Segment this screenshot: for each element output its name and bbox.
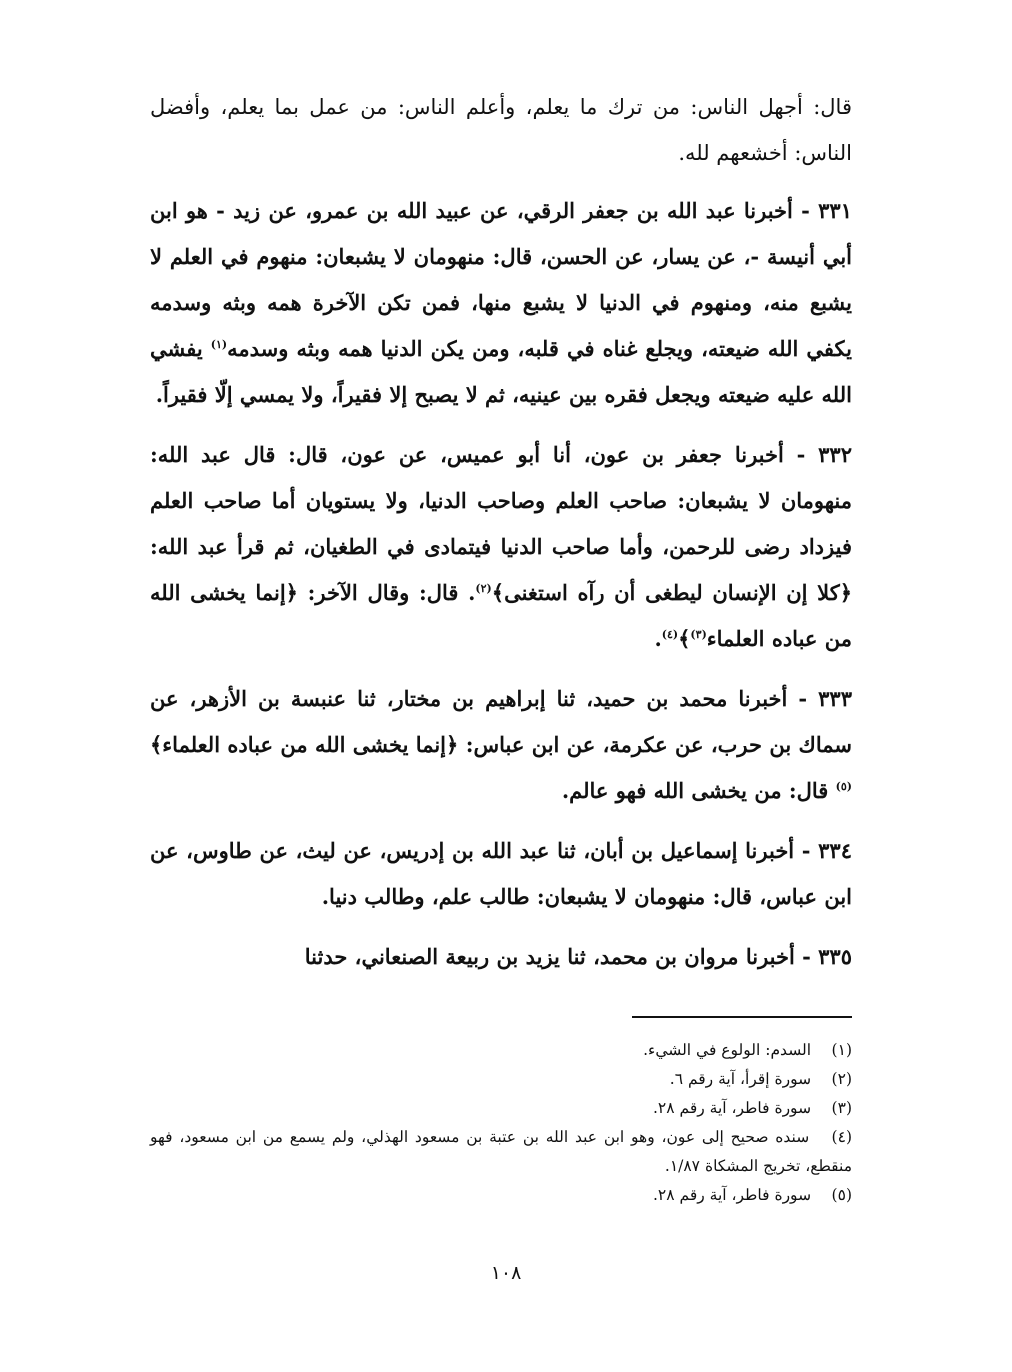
footnote-ref-1: (١) xyxy=(210,338,228,351)
footnote-text: سورة فاطر، آية رقم ٢٨. xyxy=(652,1099,812,1117)
hadith-333-text-1: ٣٣٣ - أخبرنا محمد بن حميد، ثنا إبراهيم بن مختار، ثنا عنبسة بن الأزهر، عن سماك بن حرب، عن عكرمة، عن ابن عباس: ﴿إنما يخشى الله من عباده العلماء﴾ xyxy=(150,686,852,757)
footnote-ref-3: (٣) xyxy=(690,628,707,641)
footnote-3 xyxy=(150,1094,852,1123)
hadith-334-text: ٣٣٤ - أخبرنا إسماعيل بن أبان، ثنا عبد الله بن إدريس، عن ليث، عن طاوس، عن ابن عباس، قال: منهومان لا يشبعان: طالب علم، وطالب دنيا. xyxy=(150,838,852,909)
footnote-text: سنده صحيح إلى عون، وهو ابن عبد الله بن عتبة بن مسعود الهذلي، ولم يسمع من ابن مسعود، فهو منقطع، تخريج المشكاة ١/٨٧. xyxy=(150,1128,852,1175)
footnote-1 xyxy=(150,1036,852,1065)
footnotes-section xyxy=(150,1036,852,1210)
hadith-332-text-3: ﴾ xyxy=(678,626,691,651)
hadith-331 xyxy=(150,188,852,418)
hadith-335 xyxy=(150,934,852,980)
footnote-2 xyxy=(150,1065,852,1094)
hadith-335-text: ٣٣٥ - أخبرنا مروان بن محمد، ثنا يزيد بن ربيعة الصنعاني، حدثنا xyxy=(304,944,852,969)
footnote-text: سورة إقرأ، آية رقم ٦. xyxy=(669,1070,812,1088)
footnote-number: (٤) xyxy=(831,1128,852,1146)
hadith-331-text-1: ٣٣١ - أخبرنا عبد الله بن جعفر الرقي، عن عبيد الله بن عمرو، عن زيد - هو ابن أبي أنيسة -، عن يسار، عن الحسن، قال: منهومان لا يشبعان: منهوم في العلم لا يشبع منه، ومنهوم في الدنيا لا يشبع منها، فمن تكن الآخرة همه وبثه وسدمه يكفي الله ضيعته، ويجلع غناه في قلبه، ومن يكن الدنيا همه وبثه وسدمه xyxy=(150,198,852,361)
footnote-5 xyxy=(150,1181,852,1210)
main-text xyxy=(150,84,852,994)
hadith-332-text-2: . قال: وقال الآخر: ﴿إنما يخشى الله من عباده العلماء xyxy=(150,580,852,651)
hadith-334 xyxy=(150,828,852,920)
footnote-ref-4: (٤) xyxy=(661,628,679,641)
hadith-332-text-4: . xyxy=(654,626,662,651)
intro-paragraph xyxy=(150,84,852,176)
footnote-number: (٣) xyxy=(831,1099,852,1117)
hadith-333 xyxy=(150,676,852,814)
footnote-4 xyxy=(150,1123,852,1181)
hadith-332-text-1: ٣٣٢ - أخبرنا جعفر بن عون، أنا أبو عميس، عن عون، قال: قال عبد الله: منهومان لا يشبعان: صاحب العلم وصاحب الدنيا، ولا يستويان أما صاحب العلم فيزداد رضى للرحمن، وأما صاحب الدنيا فيتمادى في الطغيان، ثم قرأ عبد الله: ﴿كلا إن الإنسان ليطغى أن رآه استغنى﴾ xyxy=(150,442,852,605)
footnote-ref-2: (٢) xyxy=(475,582,492,595)
footnote-divider xyxy=(632,1016,852,1018)
footnote-ref-5: (٥) xyxy=(835,780,852,793)
intro-line-1: قال: أجهل الناس: من ترك ما يعلم، وأعلم الناس: من عمل بما يعلم، xyxy=(220,95,852,119)
hadith-332 xyxy=(150,432,852,662)
footnote-text: سورة فاطر، آية رقم ٢٨. xyxy=(652,1186,812,1204)
hadith-333-text-2: قال: من يخشى الله فهو عالم. xyxy=(561,778,836,803)
page-number: ١٠٨ xyxy=(490,1262,522,1284)
hadith-331-text-2: يفشي الله عليه ضيعته ويجعل فقره بين عينيه، ثم لا يصبح إلا فقيراً، ولا يمسي إلّا فقيراً. xyxy=(150,336,852,407)
footnote-number: (٢) xyxy=(831,1070,852,1088)
footnote-text: السدم: الولوع في الشيء. xyxy=(643,1041,812,1059)
intro-line-2: وأفضل الناس: أخشعهم لله. xyxy=(150,95,852,165)
footnote-number: (٥) xyxy=(831,1186,852,1204)
footnote-number: (١) xyxy=(831,1041,852,1059)
